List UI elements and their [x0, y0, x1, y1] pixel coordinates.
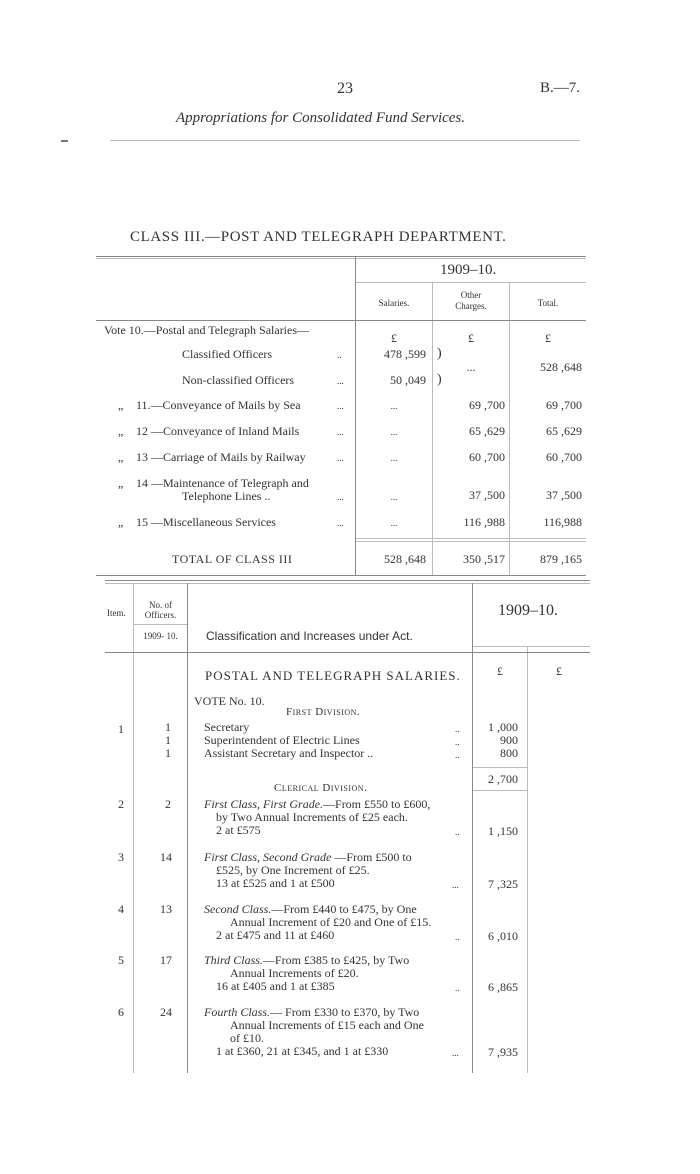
- currency-other: £: [468, 331, 474, 345]
- item-number: 1: [118, 722, 124, 736]
- doc-reference: B.—7.: [540, 80, 581, 96]
- vote10-other: ...: [466, 360, 476, 374]
- head-classification: Classification and Increases under Act.: [206, 629, 413, 643]
- item-number: 5: [118, 953, 124, 967]
- col-other-2: Charges.: [455, 301, 487, 311]
- officers-count: 14: [160, 850, 172, 864]
- item-number: 3: [118, 850, 124, 864]
- row-label: 13 —Carriage of Mails by Railway: [136, 450, 306, 464]
- page-number: 23: [337, 80, 353, 97]
- vote10-total: 528 ,648: [540, 360, 582, 374]
- officers-count: 1: [165, 720, 171, 734]
- row-label: 14 —Maintenance of Telegraph and: [136, 476, 309, 490]
- salary-value: 6 ,010: [488, 929, 518, 943]
- total-class-label: TOTAL OF CLASS III: [172, 552, 293, 566]
- row-label: 15 —Miscellaneous Services: [136, 515, 276, 529]
- row-label-2: Telephone Lines ..: [182, 489, 271, 503]
- currency-total: £: [545, 331, 551, 345]
- summary-year: 1909–10.: [440, 262, 497, 278]
- title-rule: [110, 140, 580, 141]
- position-superintendent: Superintendent of Electric Lines: [204, 733, 360, 747]
- item-number: 6: [118, 1005, 124, 1019]
- classified-label: Classified Officers: [182, 347, 273, 361]
- item-number: 2: [118, 797, 124, 811]
- head-officers-year: 1909- 10.: [143, 631, 178, 641]
- total-other: 350 ,517: [463, 552, 505, 566]
- section-title: POSTAL AND TELEGRAPH SALARIES.: [205, 668, 461, 683]
- officers-count: 1: [165, 746, 171, 760]
- total-salaries: 528 ,648: [384, 552, 426, 566]
- brace: ): [437, 346, 442, 361]
- salary-value: 1 ,150: [488, 824, 518, 838]
- class-heading: CLASS III.—POST AND TELEGRAPH DEPARTMENT.: [130, 229, 507, 245]
- total-grand: 879 ,165: [540, 552, 582, 566]
- officers-count: 13: [160, 902, 172, 916]
- item-number: 4: [118, 902, 124, 916]
- officers-count: 1: [165, 733, 171, 747]
- salary-value: 6 ,865: [488, 980, 518, 994]
- salary-value: 800: [500, 746, 518, 760]
- salary-value: 900: [500, 733, 518, 747]
- head-item: Item.: [107, 608, 126, 618]
- head-officers: Officers.: [144, 610, 177, 620]
- head-no-of: No. of: [149, 600, 172, 610]
- page-title: Appropriations for Consolidated Fund Services.: [176, 110, 466, 126]
- nonclassified-label: Non-classified Officers: [182, 373, 295, 387]
- officers-count: 2: [165, 797, 171, 811]
- first-division-heading: First Division.: [286, 706, 361, 718]
- detail-currency-1: £: [497, 664, 503, 678]
- salary-value: 1 ,000: [488, 720, 518, 734]
- clerical-division-heading: Clerical Division.: [274, 782, 368, 794]
- salary-value: 7 ,935: [488, 1045, 518, 1059]
- col-total: Total.: [537, 298, 559, 308]
- position-assistant-secretary: Assistant Secretary and Inspector ..: [204, 746, 374, 760]
- col-other: Other: [460, 290, 482, 300]
- print-speck: [61, 140, 68, 142]
- head-year: 1909–10.: [498, 602, 558, 619]
- officers-count: 24: [160, 1005, 172, 1019]
- row-label: 12 —Conveyance of Inland Mails: [136, 424, 300, 438]
- first-division-subtotal: 2 ,700: [488, 772, 518, 786]
- col-salaries: Salaries.: [378, 298, 410, 308]
- vote-number: VOTE No. 10.: [194, 694, 265, 708]
- officers-count: 17: [160, 953, 172, 967]
- row-label: 11.—Conveyance of Mails by Sea: [136, 398, 301, 412]
- position-secretary: Secretary: [204, 720, 250, 734]
- currency-salaries: £: [391, 331, 397, 345]
- salary-value: 7 ,325: [488, 877, 518, 891]
- nonclassified-salaries: 50 ,049: [390, 373, 426, 387]
- detail-currency-2: £: [556, 664, 562, 678]
- vote10-label: Vote 10.—Postal and Telegraph Salaries—: [104, 323, 310, 337]
- classified-salaries: 478 ,599: [384, 347, 426, 361]
